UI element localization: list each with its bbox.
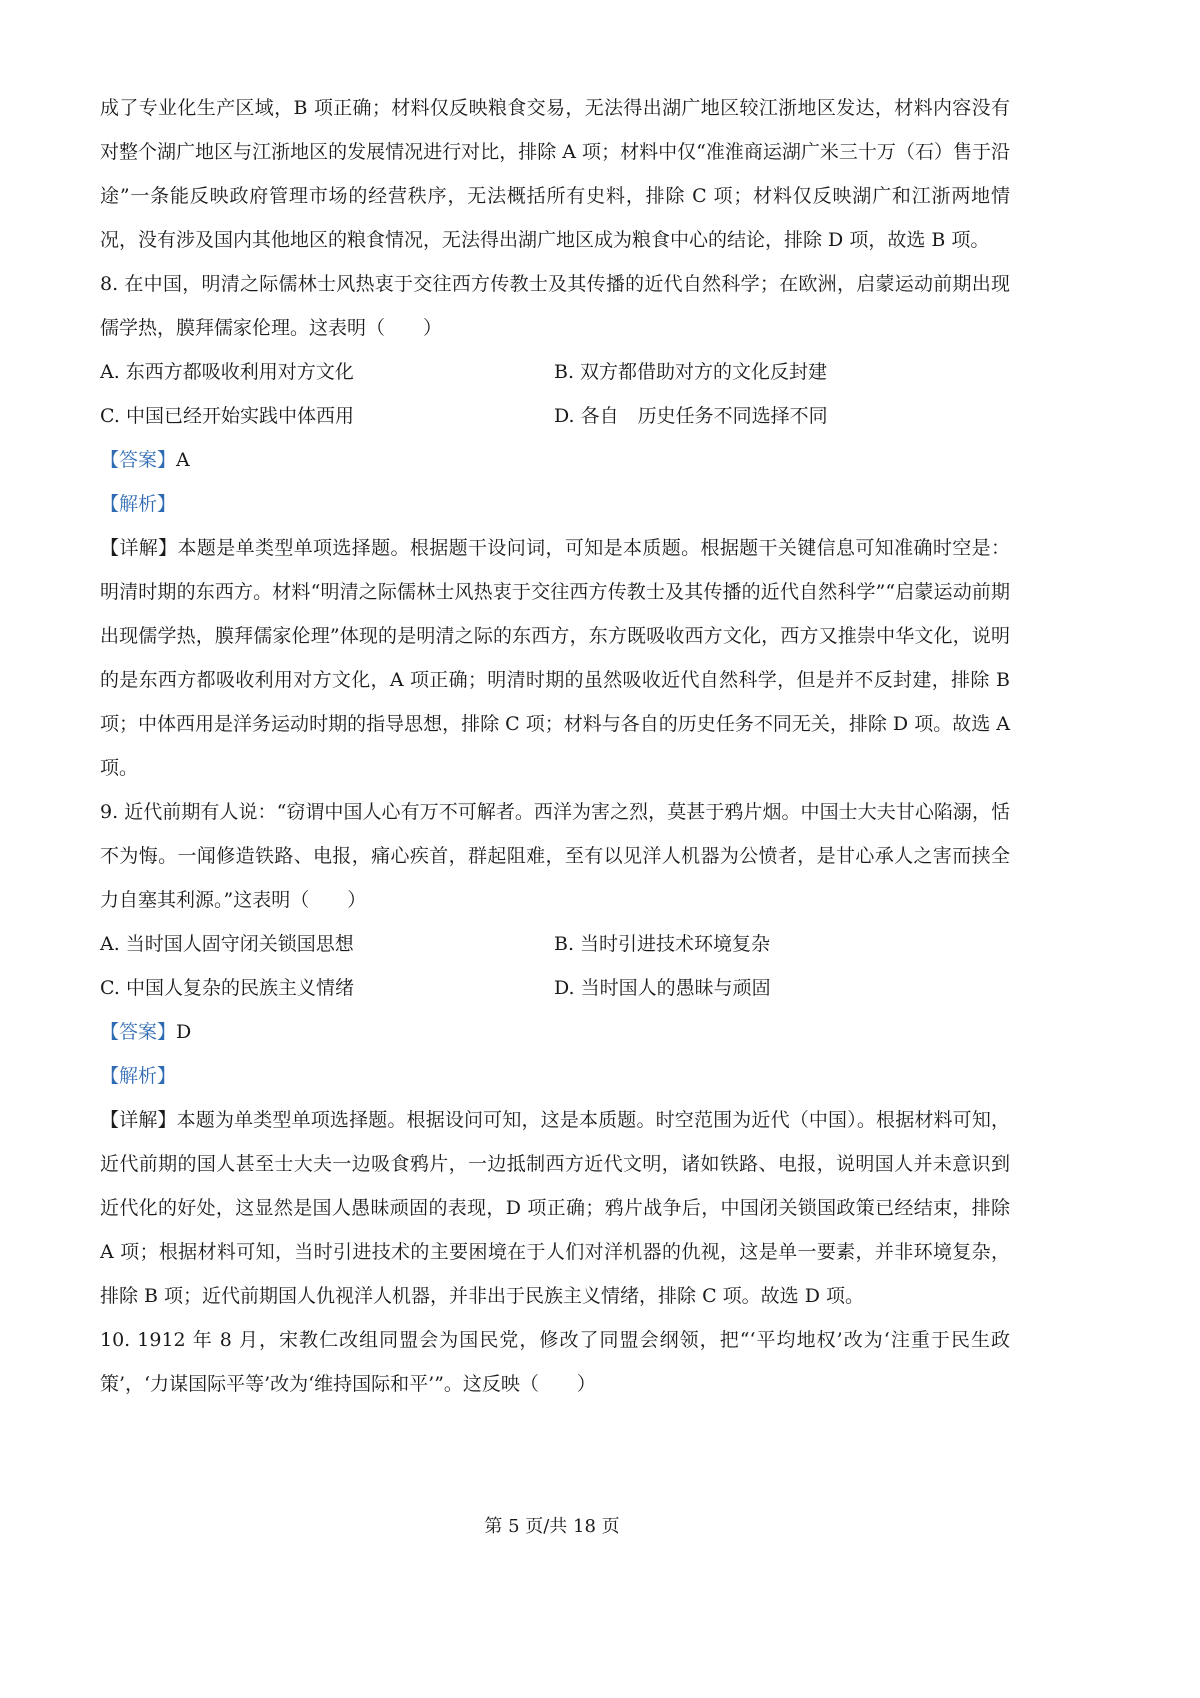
- answer-tag: 【答案】: [100, 449, 177, 471]
- q9-analysis-heading: [100, 1054, 1010, 1098]
- question-8-stem: 8. 在中国，明清之际儒林士风热衷于交往西方传教士及其传播的近代自然科学；在欧洲，启蒙运动前期出现儒学热，膜拜儒家伦理。这表明（ ）: [100, 273, 1010, 339]
- q9-options-row-1: [100, 922, 1010, 966]
- question-10-stem: 10. 1912 年 8 月，宋教仁改组同盟会为国民党，修改了同盟会纲领，把“‘平均地权’改为‘注重于民生政策’，‘力谋国际平等’改为‘维持国际和平’”。这反映（ ）: [100, 1329, 1010, 1395]
- analysis-tag: 【解析】: [100, 1065, 177, 1087]
- q9-option-d: D. 当时国人的愚昧与顽固: [554, 977, 771, 999]
- q9-option-b: B. 当时引进技术环境复杂: [554, 933, 771, 955]
- q8-option-b: B. 双方都借助对方的文化反封建: [554, 361, 828, 383]
- document-body: [100, 86, 1017, 1406]
- q9-answer: [100, 1010, 1010, 1054]
- q8-options-row-1: [100, 350, 1010, 394]
- q8-detail: 【详解】本题是单类型单项选择题。根据题干设问词，可知是本质题。根据题干关键信息可知准确时空是：明清时期的东西方。材料“明清之际儒林士风热衷于交往西方传教士及其传播的近代自然科学”“启蒙运动前期出现儒学热，膜拜儒家伦理”体现的是明清之际的东西方，东方既吸收西方文化，西方又推崇中华文化，说明的是东西方都吸收利用对方文化，A 项正确；明清时期的虽然吸收近代自然科学，但是并不反封建，排除 B 项；中体西用是洋务运动时期的指导思想，排除 C 项；材料与各自的历史任务不同无关，排除 D 项。故选 A 项。: [100, 537, 1017, 779]
- q9-detail: 【详解】本题为单类型单项选择题。根据设问可知，这是本质题。时空范围为近代（中国）。根据材料可知，近代前期的国人甚至士大夫一边吸食鸦片，一边抵制西方近代文明，诸如铁路、电报，说明国人并未意识到近代化的好处，这显然是国人愚昧顽固的表现，D 项正确；鸦片战争后，中国闭关锁国政策已经结束，排除 A 项；根据材料可知，当时引进技术的主要困境在于人们对洋机器的仇视，这是单一要素，并非环境复杂，排除 B 项；近代前期国人仇视洋人机器，并非出于民族主义情绪，排除 C 项。故选 D 项。: [100, 1109, 1017, 1307]
- q9-option-c: C. 中国人复杂的民族主义情绪: [100, 977, 354, 999]
- question-9-stem: 9. 近代前期有人说：“窃谓中国人心有万不可解者。西洋为害之烈，莫甚于鸦片烟。中国士大夫甘心陷溺，恬不为悔。一闻修造铁路、电报，痛心疾首，群起阻难，至有以见洋人机器为公愤者，是甘心承人之害而挟全力自塞其利源。”这表明（ ）: [100, 801, 1010, 911]
- q8-option-a: A. 东西方都吸收利用对方文化: [100, 361, 354, 383]
- answer-continuation: 成了专业化生产区域，B 项正确；材料仅反映粮食交易，无法得出湖广地区较江浙地区发达，材料内容没有对整个湖广地区与江浙地区的发展情况进行对比，排除 A 项；材料中仅“准淮商运湖广米三十万（石）售于沿途”一条能反映政府管理市场的经营秩序，无法概括所有史料，排除 C 项；材料仅反映湖广和江浙两地情况，没有涉及国内其他地区的粮食情况，无法得出湖广地区成为粮食中心的结论，排除 D 项，故选 B 项。: [100, 97, 1010, 251]
- q8-option-d: D. 各自 历史任务不同选择不同: [554, 405, 828, 427]
- answer-value: A: [176, 449, 190, 471]
- q9-options-row-2: [100, 966, 1010, 1010]
- answer-tag: 【答案】: [100, 1021, 177, 1043]
- q8-analysis-heading: [100, 482, 1010, 526]
- answer-value: D: [176, 1021, 192, 1043]
- page-footer: 第 5 页/共 18 页: [484, 1516, 620, 1537]
- q8-option-c: C. 中国已经开始实践中体西用: [100, 405, 354, 427]
- analysis-tag: 【解析】: [100, 493, 177, 515]
- q9-option-a: A. 当时国人固守闭关锁国思想: [100, 933, 354, 955]
- q8-options-row-2: [100, 394, 1010, 438]
- q8-answer: [100, 438, 1010, 482]
